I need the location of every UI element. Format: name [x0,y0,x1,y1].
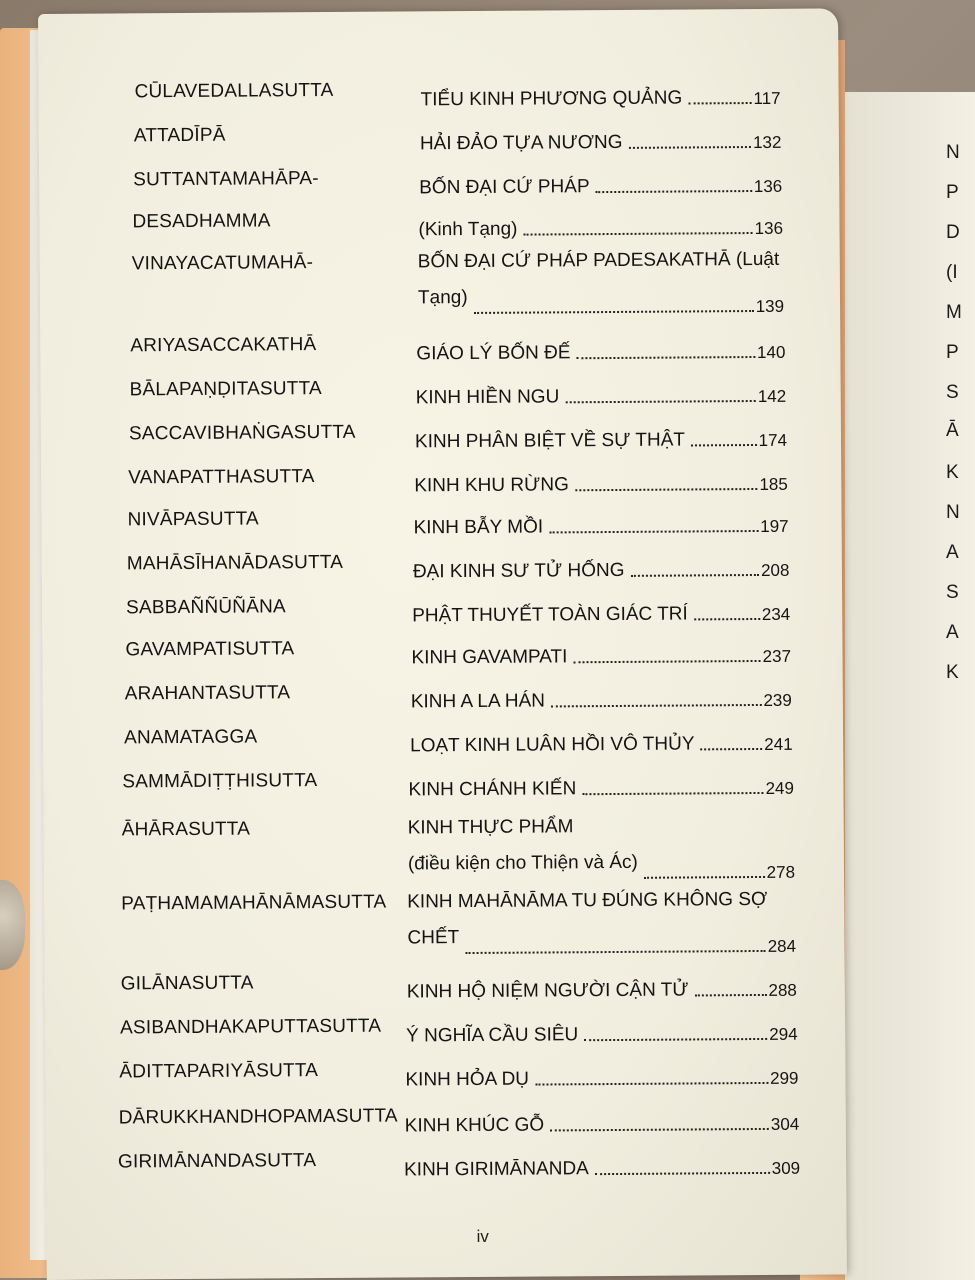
leader-dots [566,399,756,403]
leader-dots [575,487,757,491]
toc-entry-page-number: 294 [769,1024,798,1044]
leader-dots [584,1037,767,1041]
leader-dots [474,309,754,314]
toc-entry-page-number: 241 [764,734,793,754]
toc-entry-pali-title: ANAMATAGGA [123,726,258,749]
toc-page [38,8,847,1280]
toc-entry [44,814,844,882]
toc-entry [42,592,842,628]
facing-page-letter: P [946,182,959,203]
leader-dots [691,443,757,446]
toc-entry [45,1056,845,1092]
toc-entry-pali-title: ASIBANDHAKAPUTTASUTTA [120,1015,382,1039]
toc-entry-vietnamese-title: KINH GIRIMĀNANDA [404,1158,589,1181]
toc-entry-vietnamese-title: KINH HỘ NIỆM NGƯỜI CẬN TỬ [406,979,689,1003]
toc-entry-pali-title: ARIYASACCAKATHĀ [130,334,317,357]
facing-page-letter: S [946,582,959,603]
toc-entry-vietnamese-title: KINH BẪY MỒI [413,516,544,539]
toc-entry [44,888,844,956]
toc-entry-vietnamese-title: LOẠT KINH LUÂN HỒI VÔ THỦY [410,733,695,757]
leader-dots [644,875,765,879]
toc-entry-pali-title: ARAHANTASUTTA [124,682,291,705]
toc-entry-vietnamese-title: TIỂU KINH PHƯƠNG QUẢNG [420,87,683,111]
facing-page-letter: A [946,542,959,563]
toc-entry [45,1012,845,1048]
toc-entry [38,76,838,112]
toc-entry-pali-title: VANAPATTHASUTTA [128,466,315,489]
toc-entry-pali-title: DESADHAMMA [132,210,271,233]
toc-entry [43,766,843,802]
facing-page-letter: K [946,662,959,683]
page-number-folio: iv [476,1226,489,1246]
toc-entry-page-number: 309 [771,1158,801,1178]
toc-entry-vietnamese-title: KINH HỎA DỤ [405,1068,530,1091]
toc-entry-vietnamese-title: Ý NGHĨA CẦU SIÊU [406,1024,579,1047]
toc-entry-page-number: 234 [761,604,791,624]
facing-page-letter: D [946,222,960,243]
facing-page-letter: N [946,142,960,163]
toc-entry-page-number: 239 [763,690,792,710]
toc-entry [39,206,839,242]
toc-entry-vietnamese-title: PHẬT THUYẾT TOÀN GIÁC TRÍ [412,603,688,627]
leader-dots [535,1081,768,1086]
facing-page-letter: Ā [946,420,959,441]
toc-entry [43,722,843,758]
toc-entry-vietnamese-title: HẢI ĐẢO TỰA NƯƠNG [419,131,623,155]
leader-dots [629,145,751,149]
toc-entry-pali-title: NIVĀPASUTTA [127,508,259,531]
facing-page-letter: S [946,382,959,403]
toc-entry-page-number: 288 [768,980,797,1000]
leader-dots [631,573,759,577]
toc-entry-page-number: 237 [762,646,792,666]
toc-entry-vietnamese-title: KINH KHU RỪNG [414,474,569,497]
leader-dots [550,1127,769,1132]
toc-entry-page-number: 249 [765,778,794,798]
toc-entry-pali-title: DĀRUKKHANDHOPAMASUTTA [118,1105,398,1129]
facing-page-letter: K [946,462,959,483]
toc-entry [42,548,842,584]
toc-entry-page-number: 208 [760,560,790,580]
toc-entry-pali-title: GIRIMĀNANDASUTTA [117,1150,317,1173]
leader-dots [700,747,762,750]
toc-entry [41,418,841,454]
toc-entry-page-number: 136 [753,176,783,197]
toc-entry-vietnamese-title: ĐẠI KINH SƯ TỬ HỐNG [412,559,625,583]
leader-dots [551,703,762,707]
toc-entry-vietnamese-title-continued: CHẾT [407,927,460,949]
toc-entry [41,504,841,540]
facing-page-letter: P [946,342,959,363]
toc-entry-vietnamese-title-continued: (điều kiện cho Thiện và Ác) [407,851,638,875]
toc-entry-vietnamese-title: KINH PHÂN BIỆT VỀ SỰ THẬT [414,429,686,453]
toc-entry-page-number: 132 [752,132,782,153]
toc-entry [42,634,842,670]
leader-dots [524,231,753,236]
toc-entry-pali-title: SAMMĀDIṬṬHISUTTA [122,770,318,793]
toc-entry-vietnamese-title: KINH MAHĀNĀMA TU ĐÚNG KHÔNG SỢ [407,888,768,913]
toc-entry-page-number: 185 [759,474,788,494]
toc-entry-pali-title: SUTTANTAMAHĀPA- [133,168,319,191]
toc-entry [45,968,845,1004]
toc-entry [39,120,839,156]
toc-entry-pali-title: ATTADĪPĀ [133,124,226,147]
toc-entry [41,462,841,498]
toc-entry [46,1146,846,1182]
toc-entry-page-number: 142 [757,386,787,406]
toc-entry-vietnamese-title: BỐN ĐẠI CỨ PHÁP PADESAKATHĀ (Luật [417,248,780,273]
toc-entry-page-number: 304 [770,1114,800,1134]
toc-entry-vietnamese-title: KINH THỰC PHẨM [407,816,574,839]
toc-entry-pali-title: GILĀNASUTTA [120,972,254,995]
toc-entry [41,374,841,410]
leader-dots [694,617,760,620]
toc-entry-vietnamese-title: GIÁO LÝ BỐN ĐẾ [416,342,571,365]
toc-entry [40,248,840,316]
toc-entry-pali-title: CŪLAVEDALLASUTTA [134,79,334,103]
toc-entry-pali-title: ĀHĀRASUTTA [121,818,251,841]
toc-entry-page-number: 174 [758,430,788,450]
leader-dots [466,949,766,954]
toc-entry-vietnamese-title: KINH KHÚC GỖ [404,1114,545,1137]
toc-entry-pali-title: BĀLAPAṆḌITASUTTA [129,378,322,401]
toc-entry-pali-title: SACCAVIBHAṄGASUTTA [128,421,356,445]
facing-page-letter: N [946,502,960,523]
toc-entry-pali-title: ĀDITTAPARIYĀSUTTA [119,1060,319,1083]
toc-entry [40,330,840,366]
toc-entry-pali-title: SABBAÑÑŪÑĀNA [126,596,286,619]
toc-entry-vietnamese-title: (Kinh Tạng) [418,218,518,241]
leader-dots [595,1171,770,1175]
toc-entry-page-number: 197 [760,516,789,536]
facing-page-letter: (I [946,262,958,283]
toc-entry [39,164,839,200]
toc-entry-page-number: 299 [770,1068,799,1088]
toc-entry-pali-title: PAṬHAMAMAHĀNĀMASUTTA [121,891,387,915]
toc-entry-vietnamese-title-continued: Tạng) [417,287,468,309]
toc-entry-page-number: 139 [755,296,785,316]
toc-entry-page-number: 136 [754,218,784,239]
toc-entry-vietnamese-title: KINH CHÁNH KIẾN [408,778,577,801]
leader-dots [595,189,752,193]
leader-dots [689,101,752,104]
toc-entry-pali-title: VINAYACATUMAHĀ- [131,252,314,275]
toc-entry-pali-title: MAHĀSĪHANĀDASUTTA [126,551,344,575]
toc-entry-vietnamese-title: KINH HIỀN NGU [415,386,560,409]
leader-dots [550,529,759,533]
toc-entry-page-number: 278 [766,862,796,882]
toc-entry-page-number: 117 [753,88,781,109]
toc-entry [46,1102,846,1138]
leader-dots [574,659,761,663]
toc-entry-page-number: 140 [756,342,786,362]
toc-entry-page-number: 284 [767,936,797,956]
leader-dots [582,791,763,795]
toc-entry-pali-title: GAVAMPATISUTTA [125,638,295,661]
facing-page-letter: A [946,622,959,643]
toc-entry-vietnamese-title: KINH A LA HÁN [410,690,546,713]
leader-dots [576,355,755,359]
leader-dots [695,993,767,997]
toc-entry [43,678,843,714]
toc-entry-vietnamese-title: KINH GAVAMPATI [411,646,568,669]
table-of-contents [38,8,838,1181]
facing-page-letter: M [946,302,962,323]
toc-entry-vietnamese-title: BỐN ĐẠI CỨ PHÁP [419,176,590,199]
